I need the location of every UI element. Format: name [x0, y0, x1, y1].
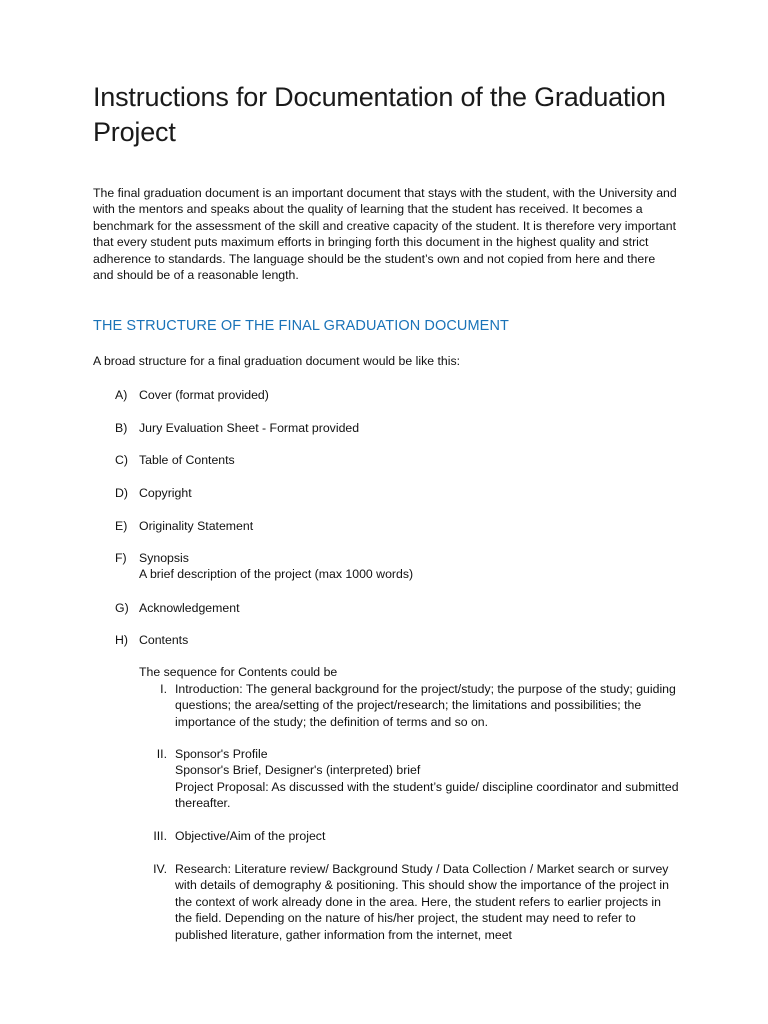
list-item-letter: G)	[115, 601, 129, 615]
list-item-letter: H)	[115, 633, 128, 647]
list-item-text: Cover (format provided)	[139, 388, 269, 402]
intro-paragraph: The final graduation document is an important document that stays with the student, with the University and with the mentors and speaks about the quality of learning that the student has received. It becomes a benchmark for the assessment of the skill and creative capacity of the student. It is therefore very important that every student puts maximum efforts in bringing forth this document in the highest quality and strict adherence to standards. The language should be the student’s own and not copied from here and there and should be of a reasonable length.	[93, 186, 677, 283]
list-item-detail: A brief description of the project (max 1000 words)	[139, 567, 414, 582]
list-item-text: Contents	[139, 633, 189, 647]
document-title: Instructions for Documentation of the Graduation Project	[93, 82, 666, 147]
sub-item-text: Sponsor's Brief, Designer's (interpreted) brief	[175, 763, 421, 778]
list-item-text: Table of Contents	[139, 453, 235, 467]
sub-item-number: III.	[153, 829, 167, 843]
sub-item-text: Project Proposal: As discussed with the student’s guide/ discipline coordinator and submitted thereafter.	[175, 779, 679, 811]
list-item-letter: D)	[115, 486, 128, 500]
section-heading: THE STRUCTURE OF THE FINAL GRADUATION DOCUMENT	[93, 318, 509, 334]
sub-item-text: Research: Literature review/ Background Study / Data Collection / Market search or survey with details of demography & positioning. This should show the importance of the project in the context of work already done in the area. Here, the student refers to earlier projects in the field. Depending on the nature of his/her project, the student may need to refer to published literature, gather information from the internet, meet	[175, 862, 669, 942]
sub-item-text: Sponsor's Profile	[175, 747, 268, 761]
list-item-letter: A)	[115, 388, 128, 402]
list-item-letter: E)	[115, 519, 128, 533]
sub-item-number: IV.	[153, 862, 167, 876]
sub-item-text: Objective/Aim of the project	[175, 829, 326, 843]
sub-item-number: I.	[160, 682, 167, 696]
list-item-text: Originality Statement	[139, 519, 254, 533]
list-item-letter: B)	[115, 421, 128, 435]
sub-item-number: II.	[156, 747, 167, 761]
list-item-text: Acknowledgement	[139, 601, 240, 615]
sequence-intro: The sequence for Contents could be	[139, 665, 338, 679]
list-item-letter: C)	[115, 453, 128, 467]
structure-lead: A broad structure for a final graduation document would be like this:	[93, 354, 461, 368]
sub-item-text: Introduction: The general background for the project/study; the purpose of the study; guiding questions; the area/setting of the project/research; the limitations and possibilities; the importance of the study; the definition of terms and so on.	[175, 682, 676, 729]
list-item-text: Synopsis	[139, 551, 189, 565]
list-item-letter: F)	[115, 551, 127, 565]
list-item-text: Jury Evaluation Sheet - Format provided	[139, 421, 360, 435]
list-item-text: Copyright	[139, 486, 192, 500]
